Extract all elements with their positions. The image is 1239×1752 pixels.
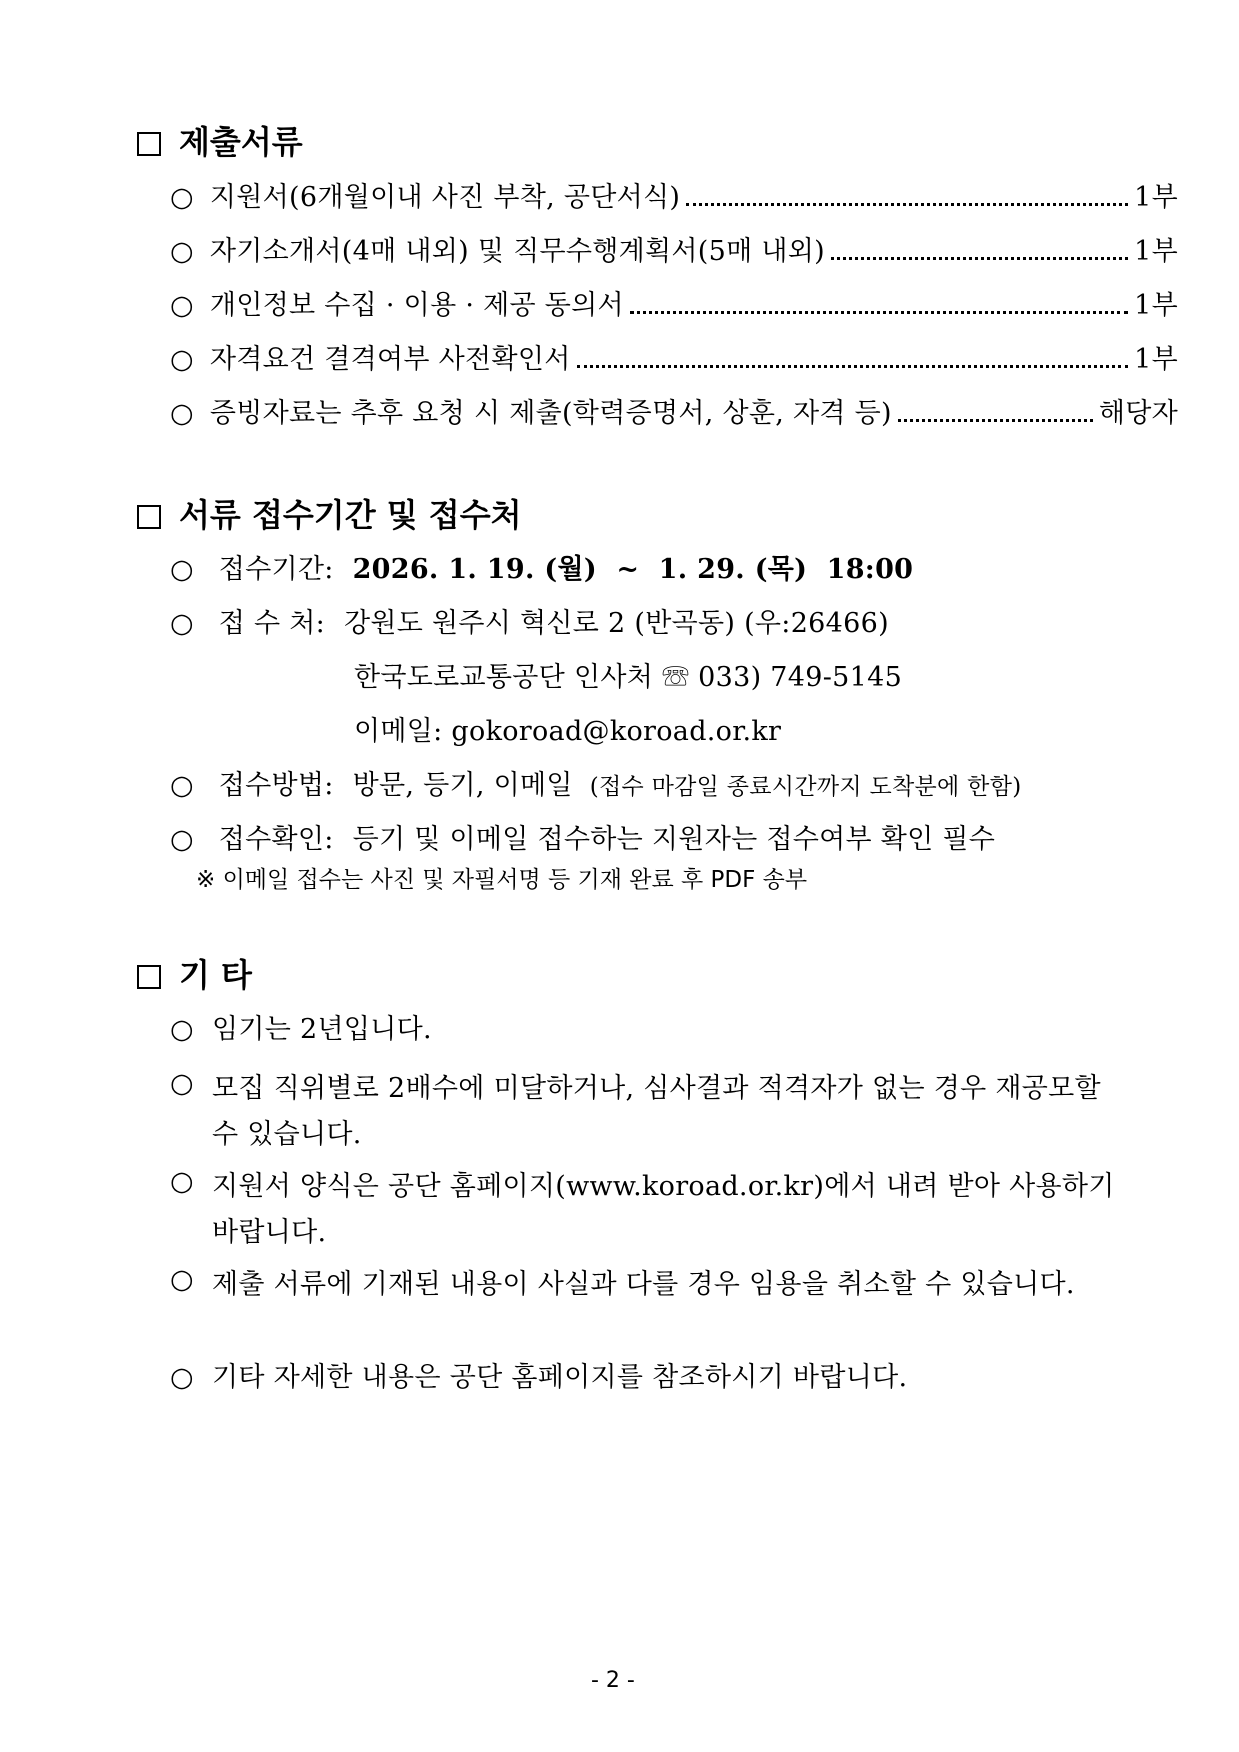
method-note: (접수 마감일 종료시간까지 도착분에 한함) [589, 774, 1022, 800]
page-number: - 2 - [591, 1668, 635, 1693]
section-title: 기 타 [179, 956, 252, 994]
submission-period [170, 552, 913, 588]
item-label: 자격요건 결격여부 사전확인서 [209, 344, 571, 375]
list-item [170, 234, 1178, 270]
item-label: 자기소개서(4매 내외) 및 직무수행계획서(5매 내외) [209, 236, 825, 267]
checkbox-square-icon [137, 965, 161, 989]
bullet-icon: ○ [170, 554, 194, 585]
bullet-icon: ○ [170, 344, 194, 375]
list-item [170, 1360, 1132, 1396]
bullet-icon: ○ [170, 290, 194, 321]
section-heading-documents [137, 122, 303, 162]
dotted-leader [898, 419, 1093, 422]
list-item [170, 1164, 1132, 1256]
item-text: 제출 서류에 기재된 내용이 사실과 다를 경우 임용을 취소할 수 있습니다. [212, 1269, 1075, 1300]
section-heading-submission [137, 495, 522, 535]
submission-method [170, 768, 1021, 805]
bullet-icon: ○ [170, 770, 194, 801]
place-department: 한국도로교통공단 인사처 ☏ 033) 749-5145 [354, 662, 903, 693]
item-text: 기타 자세한 내용은 공단 홈페이지를 참조하시기 바랍니다. [212, 1362, 908, 1393]
submission-place [170, 606, 889, 642]
item-qty: 1부 [1134, 344, 1178, 375]
bullet-icon: ○ [170, 1014, 194, 1045]
bullet-icon: ○ [170, 398, 194, 429]
item-qty: 1부 [1134, 182, 1178, 213]
dotted-leader [831, 257, 1128, 260]
item-text: 모집 직위별로 2배수에 미달하거나, 심사결과 적격자가 없는 경우 재공모할 수 있습니다. [212, 1073, 1101, 1150]
bullet-icon: ○ [170, 182, 194, 213]
item-text: 지원서 양식은 공단 홈페이지(www.koroad.or.kr)에서 내려 받아 사용하기 바랍니다. [212, 1171, 1115, 1248]
list-item [170, 396, 1178, 432]
list-item [170, 342, 1178, 378]
list-item [170, 1066, 1132, 1158]
list-item [170, 1262, 1132, 1308]
checkbox-square-icon [137, 505, 161, 529]
section-heading-etc [137, 955, 252, 995]
list-item [170, 288, 1178, 324]
section-title: 서류 접수기간 및 접수처 [179, 496, 522, 534]
confirm-label: 접수확인: [218, 824, 334, 855]
item-text: 임기는 2년입니다. [212, 1014, 432, 1045]
place-label: 접 수 처: [218, 608, 326, 639]
bullet-icon: ○ [170, 1166, 194, 1197]
confirm-value: 등기 및 이메일 접수하는 지원자는 접수여부 확인 필수 [352, 824, 996, 855]
checkbox-square-icon [137, 132, 161, 156]
dotted-leader [686, 203, 1128, 206]
place-address: 강원도 원주시 혁신로 2 (반곡동) (우:26466) [343, 608, 889, 639]
email-note: ※ 이메일 접수는 사진 및 자필서명 등 기재 완료 후 PDF 송부 [196, 867, 808, 893]
item-qty: 해당자 [1098, 398, 1178, 429]
method-value: 방문, 등기, 이메일 [352, 770, 573, 801]
item-label: 지원서(6개월이내 사진 부착, 공단서식) [209, 182, 681, 213]
bullet-icon: ○ [170, 1264, 194, 1295]
dotted-leader [577, 365, 1129, 368]
item-label: 증빙자료는 추후 요청 시 제출(학력증명서, 상훈, 자격 등) [209, 398, 892, 429]
bullet-icon: ○ [170, 236, 194, 267]
period-label: 접수기간: [218, 554, 334, 585]
section-title: 제출서류 [179, 123, 303, 161]
bullet-icon: ○ [170, 608, 194, 639]
item-qty: 1부 [1134, 236, 1178, 267]
period-value: 2026. 1. 19. (월) ~ 1. 29. (목) 18:00 [352, 554, 914, 585]
list-item [170, 1012, 1132, 1048]
item-label: 개인정보 수집 · 이용 · 제공 동의서 [209, 290, 624, 321]
submission-confirm [170, 822, 995, 858]
bullet-icon: ○ [170, 1362, 194, 1393]
item-qty: 1부 [1134, 290, 1178, 321]
bullet-icon: ○ [170, 1068, 194, 1099]
bullet-icon: ○ [170, 824, 194, 855]
place-email: 이메일: gokoroad@koroad.or.kr [354, 716, 782, 747]
method-label: 접수방법: [218, 770, 334, 801]
list-item [170, 180, 1178, 216]
dotted-leader [630, 311, 1128, 314]
